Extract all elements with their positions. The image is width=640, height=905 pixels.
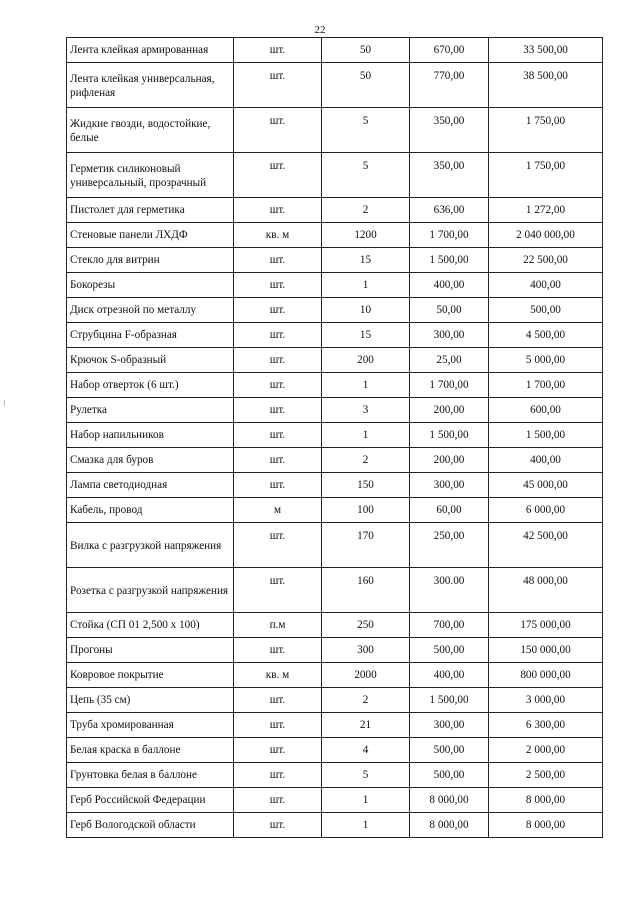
quantity-cell: 2 bbox=[322, 688, 410, 713]
item-name-cell: Стекло для витрин bbox=[67, 248, 234, 273]
quantity-cell: 3 bbox=[322, 398, 410, 423]
unit-cell: шт. bbox=[234, 348, 322, 373]
total-cell: 400,00 bbox=[489, 448, 603, 473]
item-name-cell: Цепь (35 см) bbox=[67, 688, 234, 713]
quantity-cell: 1 bbox=[322, 813, 410, 838]
item-name-cell: Грунтовка белая в баллоне bbox=[67, 763, 234, 788]
price-cell: 350,00 bbox=[410, 108, 489, 153]
items-table-body bbox=[67, 38, 603, 838]
items-table bbox=[66, 37, 603, 838]
item-name-cell: Кабель, провод bbox=[67, 498, 234, 523]
quantity-cell: 1 bbox=[322, 788, 410, 813]
price-cell: 50,00 bbox=[410, 298, 489, 323]
total-cell: 800 000,00 bbox=[489, 663, 603, 688]
unit-cell: шт. bbox=[234, 638, 322, 663]
total-cell: 1 750,00 bbox=[489, 108, 603, 153]
total-cell: 2 000,00 bbox=[489, 738, 603, 763]
total-cell: 38 500,00 bbox=[489, 63, 603, 108]
quantity-cell: 4 bbox=[322, 738, 410, 763]
item-name-cell: Стойка (СП 01 2,500 х 100) bbox=[67, 613, 234, 638]
table-row bbox=[67, 763, 603, 788]
quantity-cell: 1200 bbox=[322, 223, 410, 248]
price-cell: 1 700,00 bbox=[410, 373, 489, 398]
price-cell: 400,00 bbox=[410, 273, 489, 298]
unit-cell: шт. bbox=[234, 153, 322, 198]
unit-cell: шт. bbox=[234, 738, 322, 763]
table-row bbox=[67, 398, 603, 423]
table-row bbox=[67, 273, 603, 298]
table-row bbox=[67, 153, 603, 198]
margin-mark bbox=[4, 400, 5, 406]
quantity-cell: 2 bbox=[322, 198, 410, 223]
price-cell: 1 500,00 bbox=[410, 688, 489, 713]
item-name-cell: Белая краска в баллоне bbox=[67, 738, 234, 763]
item-name-cell: Жидкие гвозди, водостойкие, белые bbox=[67, 108, 234, 153]
table-row bbox=[67, 473, 603, 498]
table-row bbox=[67, 663, 603, 688]
unit-cell: шт. bbox=[234, 198, 322, 223]
unit-cell: м bbox=[234, 498, 322, 523]
item-name-cell: Набор отверток (6 шт.) bbox=[67, 373, 234, 398]
quantity-cell: 160 bbox=[322, 568, 410, 613]
price-cell: 770,00 bbox=[410, 63, 489, 108]
unit-cell: шт. bbox=[234, 423, 322, 448]
quantity-cell: 50 bbox=[322, 38, 410, 63]
quantity-cell: 5 bbox=[322, 108, 410, 153]
total-cell: 1 750,00 bbox=[489, 153, 603, 198]
price-cell: 1 700,00 bbox=[410, 223, 489, 248]
price-cell: 300,00 bbox=[410, 473, 489, 498]
unit-cell: шт. bbox=[234, 298, 322, 323]
unit-cell: шт. bbox=[234, 788, 322, 813]
price-cell: 1 500,00 bbox=[410, 423, 489, 448]
quantity-cell: 2000 bbox=[322, 663, 410, 688]
total-cell: 6 300,00 bbox=[489, 713, 603, 738]
total-cell: 3 000,00 bbox=[489, 688, 603, 713]
table-row bbox=[67, 448, 603, 473]
table-row bbox=[67, 248, 603, 273]
quantity-cell: 1 bbox=[322, 273, 410, 298]
quantity-cell: 300 bbox=[322, 638, 410, 663]
unit-cell: шт. bbox=[234, 248, 322, 273]
unit-cell: шт. bbox=[234, 523, 322, 568]
table-row bbox=[67, 63, 603, 108]
quantity-cell: 5 bbox=[322, 153, 410, 198]
total-cell: 4 500,00 bbox=[489, 323, 603, 348]
price-cell: 25,00 bbox=[410, 348, 489, 373]
table-row bbox=[67, 423, 603, 448]
item-name-cell: Ковровое покрытие bbox=[67, 663, 234, 688]
quantity-cell: 15 bbox=[322, 323, 410, 348]
price-cell: 200,00 bbox=[410, 448, 489, 473]
price-cell: 300,00 bbox=[410, 323, 489, 348]
price-cell: 250,00 bbox=[410, 523, 489, 568]
total-cell: 42 500,00 bbox=[489, 523, 603, 568]
price-cell: 670,00 bbox=[410, 38, 489, 63]
total-cell: 5 000,00 bbox=[489, 348, 603, 373]
table-row bbox=[67, 813, 603, 838]
unit-cell: шт. bbox=[234, 448, 322, 473]
price-cell: 200,00 bbox=[410, 398, 489, 423]
quantity-cell: 15 bbox=[322, 248, 410, 273]
quantity-cell: 170 bbox=[322, 523, 410, 568]
unit-cell: шт. bbox=[234, 38, 322, 63]
quantity-cell: 5 bbox=[322, 763, 410, 788]
price-cell: 300,00 bbox=[410, 713, 489, 738]
unit-cell: шт. bbox=[234, 688, 322, 713]
table-row bbox=[67, 613, 603, 638]
unit-cell: шт. bbox=[234, 323, 322, 348]
table-row bbox=[67, 198, 603, 223]
item-name-cell: Стеновые панели ЛХДФ bbox=[67, 223, 234, 248]
price-cell: 8 000,00 bbox=[410, 813, 489, 838]
unit-cell: шт. bbox=[234, 473, 322, 498]
quantity-cell: 1 bbox=[322, 373, 410, 398]
total-cell: 22 500,00 bbox=[489, 248, 603, 273]
quantity-cell: 21 bbox=[322, 713, 410, 738]
item-name-cell: Герб Вологодской области bbox=[67, 813, 234, 838]
unit-cell: кв. м bbox=[234, 663, 322, 688]
item-name-cell: Смазка для буров bbox=[67, 448, 234, 473]
item-name-cell: Пистолет для герметика bbox=[67, 198, 234, 223]
quantity-cell: 250 bbox=[322, 613, 410, 638]
table-row bbox=[67, 498, 603, 523]
price-cell: 500,00 bbox=[410, 738, 489, 763]
item-name-cell: Рулетка bbox=[67, 398, 234, 423]
total-cell: 1 500,00 bbox=[489, 423, 603, 448]
total-cell: 8 000,00 bbox=[489, 813, 603, 838]
total-cell: 6 000,00 bbox=[489, 498, 603, 523]
table-row bbox=[67, 738, 603, 763]
item-name-cell: Лента клейкая универсальная, рифленая bbox=[67, 63, 234, 108]
item-name-cell: Набор напильников bbox=[67, 423, 234, 448]
total-cell: 1 272,00 bbox=[489, 198, 603, 223]
total-cell: 33 500,00 bbox=[489, 38, 603, 63]
table-row bbox=[67, 348, 603, 373]
total-cell: 400,00 bbox=[489, 273, 603, 298]
table-row bbox=[67, 223, 603, 248]
quantity-cell: 1 bbox=[322, 423, 410, 448]
unit-cell: п.м bbox=[234, 613, 322, 638]
price-cell: 636,00 bbox=[410, 198, 489, 223]
price-cell: 1 500,00 bbox=[410, 248, 489, 273]
table-row bbox=[67, 108, 603, 153]
unit-cell: шт. bbox=[234, 273, 322, 298]
quantity-cell: 10 bbox=[322, 298, 410, 323]
table-row bbox=[67, 523, 603, 568]
total-cell: 150 000,00 bbox=[489, 638, 603, 663]
page-number: 22 bbox=[314, 24, 326, 36]
quantity-cell: 2 bbox=[322, 448, 410, 473]
unit-cell: шт. bbox=[234, 108, 322, 153]
item-name-cell: Герметик силиконовый универсальный, прозрачный bbox=[67, 153, 234, 198]
unit-cell: шт. bbox=[234, 568, 322, 613]
price-cell: 60,00 bbox=[410, 498, 489, 523]
table-row bbox=[67, 323, 603, 348]
total-cell: 600,00 bbox=[489, 398, 603, 423]
price-cell: 300.00 bbox=[410, 568, 489, 613]
unit-cell: шт. bbox=[234, 373, 322, 398]
item-name-cell: Розетка с разгрузкой напряжения bbox=[67, 568, 234, 613]
unit-cell: шт. bbox=[234, 763, 322, 788]
price-cell: 350,00 bbox=[410, 153, 489, 198]
price-cell: 400,00 bbox=[410, 663, 489, 688]
price-cell: 700,00 bbox=[410, 613, 489, 638]
table-row bbox=[67, 568, 603, 613]
unit-cell: шт. bbox=[234, 63, 322, 108]
table-row bbox=[67, 688, 603, 713]
item-name-cell: Лента клейкая армированная bbox=[67, 38, 234, 63]
item-name-cell: Герб Российской Федерации bbox=[67, 788, 234, 813]
price-cell: 500,00 bbox=[410, 638, 489, 663]
table-row bbox=[67, 788, 603, 813]
unit-cell: кв. м bbox=[234, 223, 322, 248]
price-cell: 8 000,00 bbox=[410, 788, 489, 813]
item-name-cell: Вилка с разгрузкой напряжения bbox=[67, 523, 234, 568]
quantity-cell: 100 bbox=[322, 498, 410, 523]
item-name-cell: Лампа светодиодная bbox=[67, 473, 234, 498]
unit-cell: шт. bbox=[234, 398, 322, 423]
item-name-cell: Прогоны bbox=[67, 638, 234, 663]
unit-cell: шт. bbox=[234, 713, 322, 738]
total-cell: 45 000,00 bbox=[489, 473, 603, 498]
total-cell: 500,00 bbox=[489, 298, 603, 323]
price-cell: 500,00 bbox=[410, 763, 489, 788]
item-name-cell: Труба хромированная bbox=[67, 713, 234, 738]
item-name-cell: Крючок S-образный bbox=[67, 348, 234, 373]
total-cell: 48 000,00 bbox=[489, 568, 603, 613]
total-cell: 1 700,00 bbox=[489, 373, 603, 398]
item-name-cell: Бокорезы bbox=[67, 273, 234, 298]
item-name-cell: Диск отрезной по металлу bbox=[67, 298, 234, 323]
total-cell: 2 040 000,00 bbox=[489, 223, 603, 248]
table-row bbox=[67, 38, 603, 63]
quantity-cell: 50 bbox=[322, 63, 410, 108]
table-row bbox=[67, 373, 603, 398]
item-name-cell: Струбцина F-образная bbox=[67, 323, 234, 348]
unit-cell: шт. bbox=[234, 813, 322, 838]
table-row bbox=[67, 713, 603, 738]
total-cell: 175 000,00 bbox=[489, 613, 603, 638]
total-cell: 2 500,00 bbox=[489, 763, 603, 788]
table-row bbox=[67, 638, 603, 663]
total-cell: 8 000,00 bbox=[489, 788, 603, 813]
quantity-cell: 200 bbox=[322, 348, 410, 373]
quantity-cell: 150 bbox=[322, 473, 410, 498]
table-row bbox=[67, 298, 603, 323]
